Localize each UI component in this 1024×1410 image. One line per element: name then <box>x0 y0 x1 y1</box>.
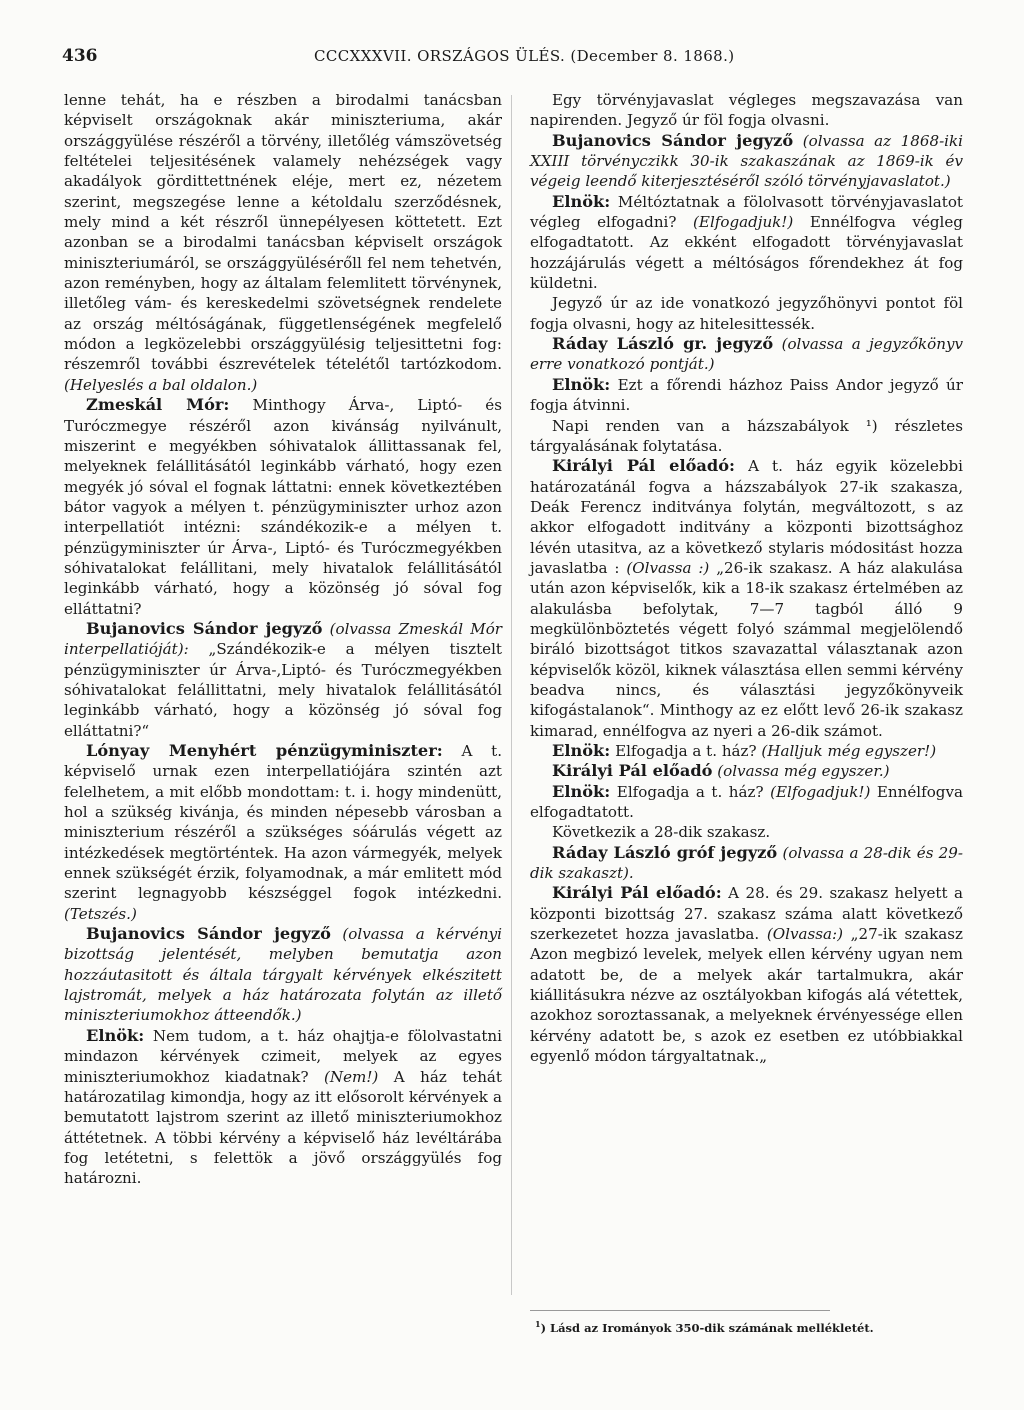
paragraph: Királyi Pál előadó (olvassa még egyszer.) <box>552 761 890 781</box>
paragraph: Bujanovics Sándor jegyző (olvassa a kérvényi bizottság jelentését, melyben bemutatja azon hozzáutasitott és általa tárgyalt kérvények elkészitett lajstromát, melyek a ház határozata folytán az illető miniszteriumokhoz átteendők.) <box>64 924 502 1025</box>
paragraph: Bujanovics Sándor jegyző (olvassa az 1868-iki XXIII törvényczikk 30-ik szakaszának az 1869-ik év végeig leendő kiterjesztéséről szóló törvényjavaslatot.) <box>530 130 963 191</box>
paragraph: lenne tehát, ha e részben a birodalmi tanácsban képviselt országoknak akár miniszteriuma, akár országgyülése részéről a törvény, illetőlég vámszövetség feltételei teljesitésének valamely nehézségek vagy akadályok gördittettnének eléje, mert ez, nézetem szerint, megszegése lenne a kétoldalu szerződésnek, mely mind a két részről ünnepélyesen köttetett. Ezt azonban se a birodalmi tanácsban képviselt országok miniszteriumáról, se országgyülésérőll fel nem tehetvén, azon reményben, hogy az általam felemlitett törvénynek, illetőleg vám- és kereskedelmi szövetségnek rendelete az ország méltóságának, függetlenségének megfelelő módon a legközelebbi országgyülésig teljesittetni fog: részemről további észrevételek tételétől tartózkodom. (Helyeslés a bal oldalon.) <box>64 91 502 394</box>
paragraph: Királyi Pál előadó: A 28. és 29. szakasz helyett a központi bizottság 27. szakasz száma alatt következő szerkezetet hozza javaslatba. (Olvassa:) „27-ik szakasz Azon megbizó levelek, melyek ellen kérvény ugyan nem adatott be, de a melyek akár tartalmukra, akár kiállitásukra nézve az osztályokban kifogás alá vétettek, azokhoz soroztassanak, a melyeknek érvényessége ellen kérvény adatott be, s azok ez esetben ez utóbbiakkal egyenlő módon tárgyaltatnak.„ <box>530 883 963 1066</box>
paragraph: Lónyay Menyhért pénzügyminiszter: A t. képviselő urnak ezen interpellatiójára szintén azt felelhetem, a mit előbb mondottam: t. i. hogy mindenütt, hol a szükség kivánja, és minden népesebb városban a miniszterium részéről a szükséges sóárulás végett az intézkedések megtörténtek. Ha azon vármegyék, melyek ennek szükségét érzik, folyamodnak, a már emlitett mód szerint legnagyobb készséggel fogok intézkedni. (Tetszés.) <box>64 741 502 923</box>
paragraph: Elnök: Ezt a főrendi házhoz Paiss Andor jegyző úr fogja átvinni. <box>530 374 963 415</box>
speaker-name: Zmeskál Mór: <box>86 395 230 415</box>
speaker-name: Ráday László gr. jegyző <box>552 334 774 354</box>
left-column <box>64 90 502 1189</box>
paragraph: Következik a 28-dik szakasz. <box>552 823 771 842</box>
speaker-name: Elnök: <box>552 741 611 760</box>
speaker-name: Elnök: <box>552 781 611 801</box>
paragraph: Királyi Pál előadó: A t. ház egyik közelebbi határozatánál fogva a házszabályok 27-ik szakasza, Deák Ferencz inditványa folytán, megváltozott, s az akkor elfogadott inditvány a központi bizottsághoz lévén utasitva, az a következő stylaris módositást hozza javaslatba : (Olvassa :) „26-ik szakasz. A ház alakulása után azon képviselők, kik a 18-ik szakasz értelmében az alakulásba befolytak, 7—7 tagból álló 9 megkülönböztetés végett folyó számmal megjelölendő biráló bizottságot titkos szavazattal választanak azon képviselők közöl, kiknek választása ellen semmi kérvény beadva nincs, és választási jegyzőkönyveik kifogástalanok“. Minthogy az ez előtt levő 26-ik szakasz kimarad, ennélfogva az nyeri a 26-dik számot. <box>530 456 963 740</box>
paragraph: Elnök: Nem tudom, a t. ház ohajtja-e fölolvastatni mindazon kérvények czimeit, melyek az egyes miniszteriumokhoz kiadatnak? (Nem!) A ház tehát határozatilag kimondja, hogy az itt elősorolt kérvények a bemutatott lajstrom szerint az illető miniszteriumokhoz áttétetnek. A többi kérvény a képviselő ház levéltárába fog letétetni, s felettök a jövő országgyülés fog határozni. <box>64 1025 502 1188</box>
speaker-name: Elnök: <box>552 191 611 211</box>
paragraph: Napi renden van a házszabályok ¹) részletes tárgyalásának folytatása. <box>530 416 963 455</box>
speaker-name: Elnök: <box>552 374 611 394</box>
paragraph: Elnök: Méltóztatnak a fölolvasott törvényjavaslatot végleg elfogadni? (Elfogadjuk!) Ennélfogva végleg elfogadtatott. Az ekként elfogadott törvényjavaslat hozzájárulás végett a méltóságos főrendekhez át fog küldetni. <box>530 191 963 293</box>
page-number: 436 <box>62 46 98 66</box>
footnote <box>535 1319 963 1335</box>
speaker-name: Lónyay Menyhért pénzügyminiszter: <box>86 741 443 760</box>
footnote-mark: 1 <box>535 1319 541 1329</box>
column-divider <box>511 95 512 1295</box>
paragraph: Elnök: Elfogadja a t. ház? (Halljuk még egyszer!) <box>552 741 937 760</box>
footnote-rule <box>530 1310 830 1311</box>
footnote-text: ) Lásd az Irományok 350-dik számának mellékletét. <box>540 1320 874 1335</box>
speaker-name: Elnök: <box>86 1025 145 1045</box>
paragraph: Elnök: Elfogadja a t. ház? (Elfogadjuk!) Ennélfogva elfogadtatott. <box>530 781 963 822</box>
paragraph: Bujanovics Sándor jegyző (olvassa Zmeskál Mór interpellatióját): „Szándékozik-e a mélyen tisztelt pénzügyminiszter úr Árva-,Liptó- és Turóczmegyékben sóhivatalokat felállittatni, mely hivatalok felállitásától leginkább várható, hogy a közönség jó sóval fog elláttatni?“ <box>64 618 502 740</box>
running-head: CCCXXXVII. ORSZÁGOS ÜLÉS. (December 8. 1868.) <box>314 47 735 65</box>
speaker-name: Bujanovics Sándor jegyző <box>86 924 331 944</box>
paragraph: Egy törvényjavaslat végleges megszavazása van napirenden. Jegyző úr föl fogja olvasni. <box>530 91 963 130</box>
speaker-name: Bujanovics Sándor jegyző <box>552 130 794 150</box>
paragraph: Ráday László gr. jegyző (olvassa a jegyzőkönyv erre vonatkozó pontját.) <box>530 334 963 374</box>
right-column <box>530 90 963 1067</box>
speaker-name: Királyi Pál előadó <box>552 761 713 781</box>
speaker-name: Királyi Pál előadó: <box>552 456 735 476</box>
speaker-name: Ráday László gróf jegyző <box>552 842 778 862</box>
paragraph: Jegyző úr az ide vonatkozó jegyzőhönyvi pontot föl fogja olvasni, hogy az hitelesittessék. <box>530 294 963 333</box>
paragraph: Zmeskál Mór: Minthogy Árva-, Liptó- és Turóczmegye részéről azon kivánság nyilvánult, miszerint e megyékben sóhivatalok állittassanak fel, melyeknek felállitásától leginkább várható, hogy ezen megyék jó sóval el fognak láttatni: ennek következtében bátor vagyok a mélyen t. pénzügyminiszter urhoz azon interpellatiót intézni: szándékozik-e a mélyen t. pénzügyminiszter úr Árva-, Liptó- és Turóczmegyékben sóhivatalokat felállitani, mely hivatalok felállitásától leginkább várható, hogy a közönség jó sóval fog elláttatni? <box>64 395 502 618</box>
page-header <box>62 46 962 74</box>
speaker-name: Bujanovics Sándor jegyző <box>86 618 323 638</box>
speaker-name: Királyi Pál előadó: <box>552 883 722 903</box>
paragraph: Ráday László gróf jegyző (olvassa a 28-dik és 29-dik szakaszt). <box>530 842 963 883</box>
